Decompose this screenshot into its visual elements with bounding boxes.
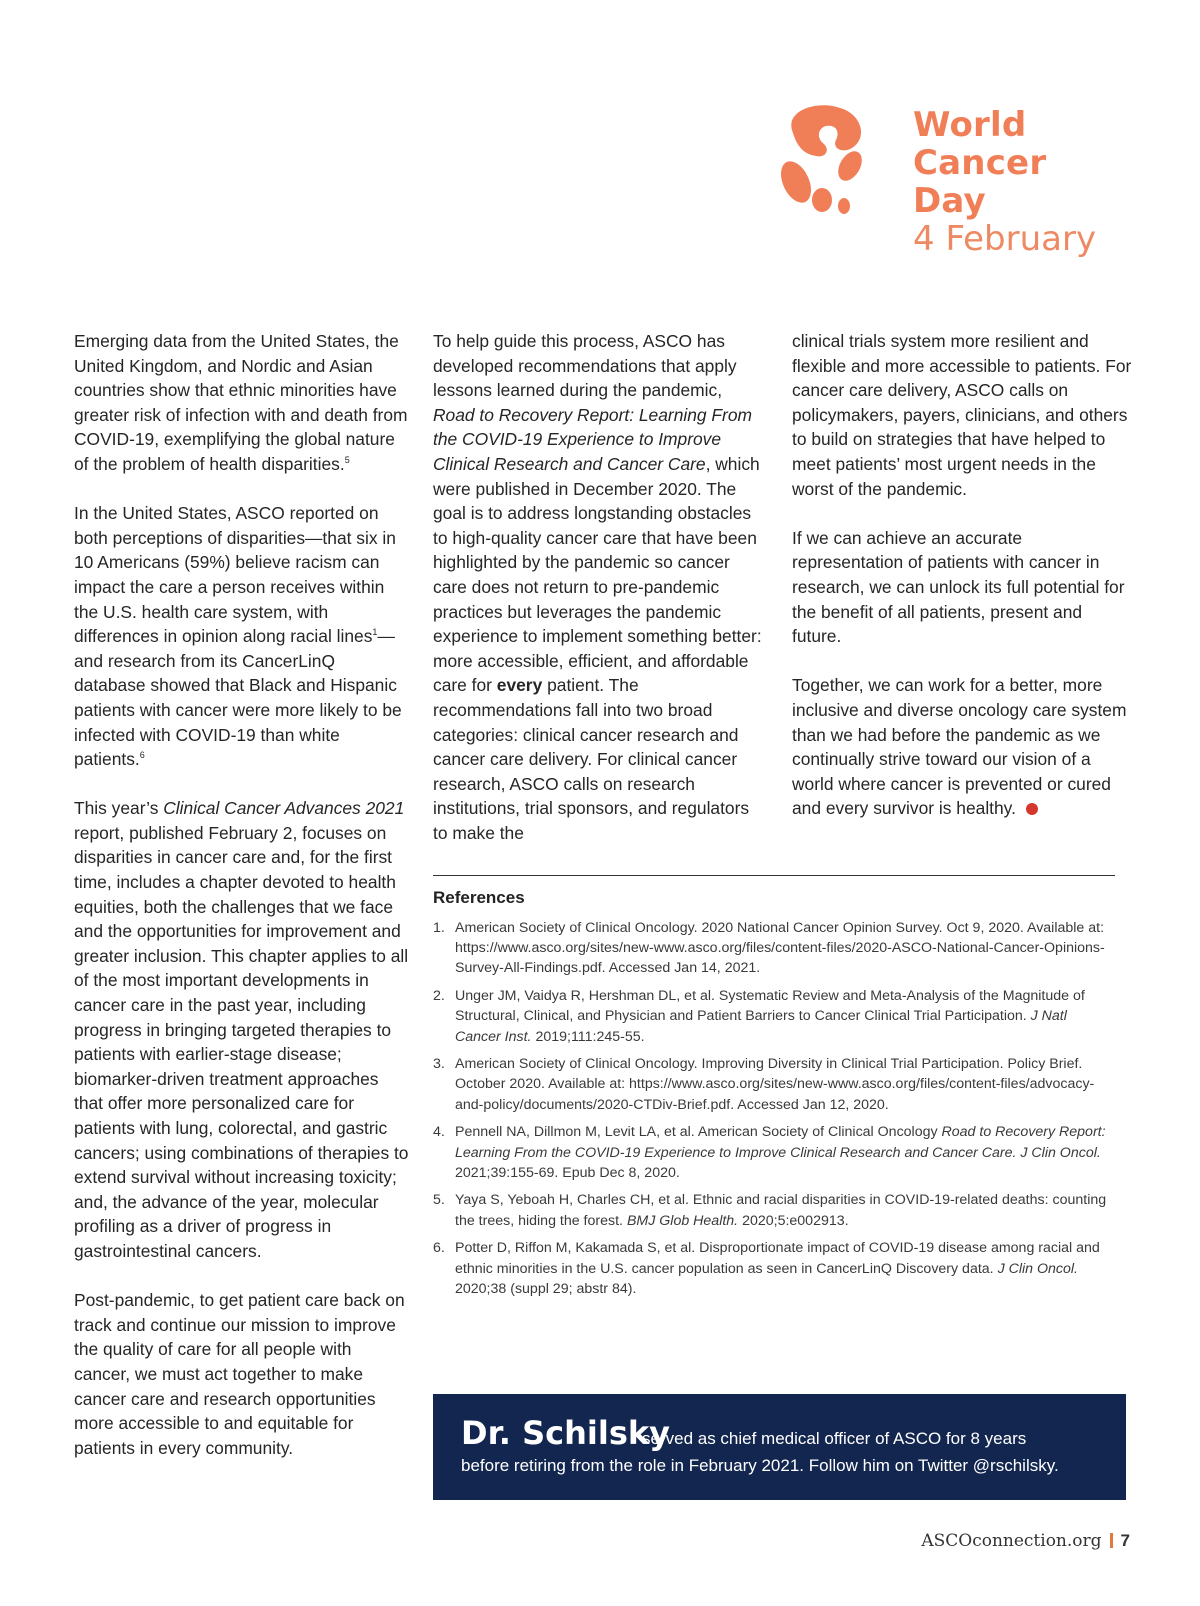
reference-item: 5. Yaya S, Yeboah H, Charles CH, et al. Ethnic and racial disparities in COVID-19-related deaths: counting the trees, hiding the forest. BMJ Glob Health. 2020;5:e002913. bbox=[433, 1192, 1107, 1229]
paragraph: This year’s Clinical Cancer Advances 2021 report, published February 2, focuses on disparities in cancer care and, for the first time, includes a chapter devoted to health equities, both the challenges that we face and the opportunities for improvement and greater inclusion. This chapter applies to all of the most important developments in cancer care in the past year, including progress in bringing targeted therapies to patients with earlier-stage disease; biomarker-driven treatment approaches that offer more personalized care for patients with lung, colorectal, and gastric cancers; using combinations of therapies to extend survival without increasing toxicity; and, the advance of the year, molecular profiling as a driver of progress in gastrointestinal cancers. bbox=[74, 798, 409, 1261]
paragraph: clinical trials system more resilient and flexible and more accessible to patients. For cancer care delivery, ASCO calls on policymakers, payers, clinicians, and others to build on strategies that have helped to meet patients’ most urgent needs in the worst of the pandemic. bbox=[792, 331, 1132, 499]
paragraph: Post-pandemic, to get patient care back on track and continue our mission to improve the quality of care for all people with cancer, we must act together to make cancer care and research opportunities more accessible to and equitable for patients in every community. bbox=[74, 1290, 405, 1458]
paragraph: In the United States, ASCO reported on both perceptions of disparities—that six in 10 Americans (59%) believe racism can impact the care a person receives within the U.S. health care system, with differences in opinion along racial lines$^1$— and research from its CancerLinQ database showed that Black and Hispanic patients with cancer were more likely to be infected with COVID-19 than white patients.$^6$ bbox=[74, 503, 402, 770]
logo-wordmark bbox=[913, 106, 1118, 258]
references-heading: References bbox=[433, 888, 525, 907]
author-name: Dr. Schilsky bbox=[461, 1414, 670, 1452]
references-list bbox=[433, 918, 1115, 1299]
references-divider bbox=[433, 875, 1115, 876]
page-footer bbox=[921, 1531, 1130, 1551]
logo-line-cancer-day: Cancer Day bbox=[913, 143, 1047, 221]
paragraph: If we can achieve an accurate representation of patients with cancer in research, we can unlock its full potential for the benefit of all patients, present and future. bbox=[792, 527, 1125, 647]
end-mark-icon bbox=[1026, 803, 1038, 815]
reference-marker: 1 bbox=[372, 627, 378, 638]
reference-item: 3. American Society of Clinical Oncology. Improving Diversity in Clinical Trial Participation. Policy Brief. October 2020. Available at: https://www.asco.org/sites/new-www.asco.org/files/content-files/advocacy-and-policy/documents/2020-CTDiv-Brief.pdf. Accessed Jan 12, 2020. bbox=[433, 1056, 1095, 1113]
world-cancer-day-logo bbox=[778, 100, 1118, 259]
author-bio-line-2: before retiring from the role in February 2021. Follow him on Twitter @rschilsky. bbox=[461, 1456, 1059, 1475]
reference-item: 6. Potter D, Riffon M, Kakamada S, et al. Disproportionate impact of COVID-19 disease among racial and ethnic minorities in the U.S. cancer population as seen in CancerLinQ Discovery data. J Clin Oncol. 2020;38 (suppl 29; abstr 84). bbox=[433, 1240, 1100, 1297]
footer-site-link[interactable]: ASCOconnection.org bbox=[921, 1531, 1102, 1551]
reference-item: 1. American Society of Clinical Oncology. 2020 National Cancer Opinion Survey. Oct 9, 2020. Available at: https://www.asco.org/sites/new-www.asco.org/files/content-files/2020-ASCO-National-Cancer-Opinions-Survey-All-Findings.pdf. Accessed Jan 14, 2021. bbox=[433, 920, 1105, 977]
paragraph: To help guide this process, ASCO has developed recommendations that apply lessons learned during the pandemic, Road to Recovery Report: Learning From the COVID-19 Experience to Improve Clinical Research and Cancer Care, which were published in December 2020. The goal is to address longstanding obstacles to high-quality cancer care that have been highlighted by the pandemic so cancer care does not return to pre-pandemic practices but leverages the pandemic experience to implement something better: more accessible, efficient, and affordable care for every patient. The recommendations fall into two broad categories: clinical cancer research and cancer care delivery. For clinical cancer research, ASCO calls on research institutions, trial sponsors, and regulators to make the bbox=[433, 331, 762, 843]
footer-separator bbox=[1110, 1533, 1113, 1548]
article-column-3 bbox=[792, 329, 1132, 845]
article-column-2 bbox=[433, 329, 768, 870]
paragraph: Together, we can work for a better, more inclusive and diverse oncology care system than we had before the pandemic as we continually strive toward our vision of a world where cancer is prevented or cured and every survivor is healthy. bbox=[792, 675, 1127, 819]
page-number: 7 bbox=[1120, 1531, 1130, 1550]
article-column-1 bbox=[74, 329, 409, 1485]
reference-marker: 6 bbox=[139, 750, 145, 761]
author-bio-line-1: served as chief medical officer of ASCO for 8 years bbox=[642, 1429, 1027, 1448]
reference-item: 2. Unger JM, Vaidya R, Hershman DL, et al. Systematic Review and Meta-Analysis of the Magnitude of Structural, Clinical, and Physician and Patient Barriers to Cancer Clinical Trial Participation. J Natl Cancer Inst. 2019;111:245-55. bbox=[433, 988, 1085, 1045]
paragraph: Emerging data from the United States, the United Kingdom, and Nordic and Asian countries show that ethnic minorities have greater risk of infection with and death from COVID-19, exemplifying the global nature of the problem of health disparities.$^5$ bbox=[74, 331, 408, 474]
reference-item: 4. Pennell NA, Dillmon M, Levit LA, et al. American Society of Clinical Oncology Road to Recovery Report: Learning From the COVID-19 Experience to Improve Clinical Research and Cancer Care. J Clin Oncol. 2021;39:155-69. Epub Dec 8, 2020. bbox=[433, 1124, 1106, 1181]
cancer-day-mark-icon bbox=[778, 104, 898, 224]
reference-marker: 5 bbox=[344, 455, 350, 466]
logo-line-date: 4 February bbox=[913, 219, 1097, 259]
logo-line-world: World bbox=[913, 105, 1027, 145]
references-section bbox=[433, 888, 1115, 1306]
author-bio-box bbox=[433, 1394, 1126, 1500]
